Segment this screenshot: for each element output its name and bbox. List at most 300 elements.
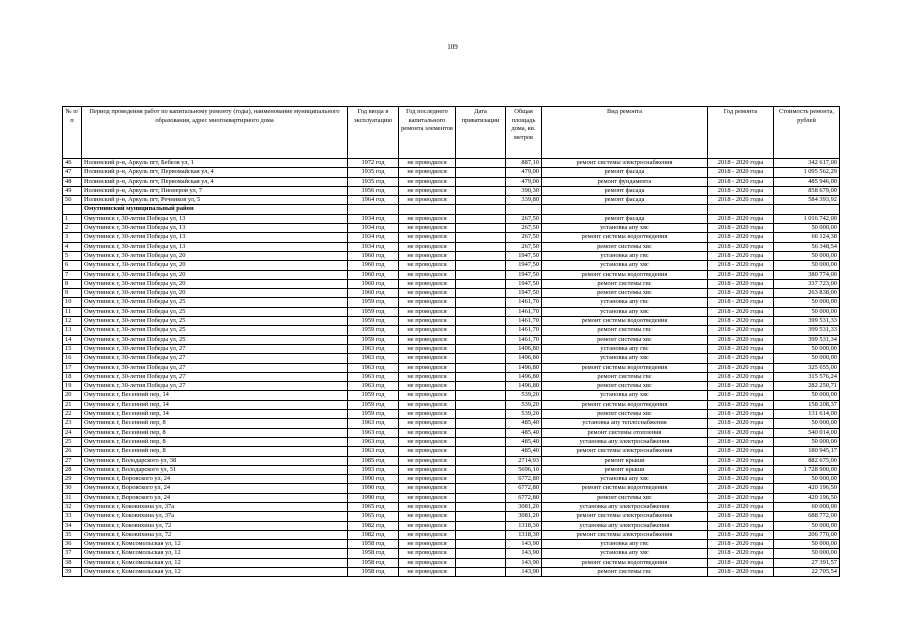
row-area: 1496,80 — [506, 363, 542, 372]
row-repair-year: 2018 - 2020 годы — [708, 279, 774, 288]
row-cost: 50 000,00 — [774, 354, 840, 363]
row-privatization-date — [456, 307, 506, 316]
row-repair-year: 2018 - 2020 годы — [708, 521, 774, 530]
row-cost: 50 000,00 — [774, 475, 840, 484]
row-repair-year: 2018 - 2020 годы — [708, 549, 774, 558]
row-repair-type: установка апу гвс — [542, 251, 708, 260]
row-privatization-date — [456, 177, 506, 186]
row-number: 31 — [63, 493, 82, 502]
row-repair-type: установка апу гвс — [542, 344, 708, 353]
row-repair-year: 2018 - 2020 годы — [708, 159, 774, 168]
row-repair-year: 2018 - 2020 годы — [708, 177, 774, 186]
row-cost: 50 000,00 — [774, 391, 840, 400]
row-number: 37 — [63, 549, 82, 558]
row-year-built: 1959 год — [348, 391, 399, 400]
row-repair-year: 2018 - 2020 годы — [708, 307, 774, 316]
row-address: Омутнинск г, 30-летия Победы ул, 13 — [82, 242, 348, 251]
row-number: 27 — [63, 456, 82, 465]
row-privatization-date — [456, 224, 506, 233]
table-row — [63, 317, 840, 326]
row-cost: 66 124,38 — [774, 233, 840, 242]
row-year-built: 1934 год — [348, 233, 399, 242]
row-privatization-date — [456, 242, 506, 251]
row-privatization-date — [456, 549, 506, 558]
row-privatization-date — [456, 502, 506, 511]
row-repair-type: установка апу хвс — [542, 391, 708, 400]
row-last-repair: не проводился — [399, 270, 456, 279]
row-area: 485,40 — [506, 428, 542, 437]
row-address: Омутнинск г, 30-летия Победы ул, 25 — [82, 326, 348, 335]
section-empty-cell — [774, 205, 840, 214]
row-year-built: 1963 год — [348, 447, 399, 456]
row-address: Омутнинск г, 30-летия Победы ул, 27 — [82, 344, 348, 353]
row-repair-year: 2018 - 2020 годы — [708, 289, 774, 298]
row-year-built: 1963 год — [348, 363, 399, 372]
row-cost: 315 576,24 — [774, 372, 840, 381]
row-repair-type: ремонт системы гвс — [542, 372, 708, 381]
row-repair-type: ремонт системы гвс — [542, 279, 708, 288]
row-last-repair: не проводился — [399, 159, 456, 168]
row-repair-year: 2018 - 2020 годы — [708, 354, 774, 363]
row-last-repair: не проводился — [399, 168, 456, 177]
row-last-repair: не проводился — [399, 307, 456, 316]
row-last-repair: не проводился — [399, 530, 456, 539]
row-repair-year: 2018 - 2020 годы — [708, 317, 774, 326]
row-privatization-date — [456, 400, 506, 409]
row-area: 1461,70 — [506, 335, 542, 344]
row-repair-year: 2018 - 2020 годы — [708, 196, 774, 205]
row-year-built: 1990 год — [348, 484, 399, 493]
row-area: 1496,80 — [506, 372, 542, 381]
row-last-repair: не проводился — [399, 400, 456, 409]
table-row — [63, 568, 840, 577]
row-year-built: 1963 год — [348, 354, 399, 363]
row-number: 22 — [63, 410, 82, 419]
row-area: 1947,50 — [506, 270, 542, 279]
table-row — [63, 382, 840, 391]
row-year-built: 1934 год — [348, 242, 399, 251]
row-address: Омутнинск г, Комсомольская ул, 12 — [82, 568, 348, 577]
row-privatization-date — [456, 475, 506, 484]
row-number: 47 — [63, 168, 82, 177]
row-number: 26 — [63, 447, 82, 456]
row-area: 267,50 — [506, 242, 542, 251]
row-cost: 50 000,00 — [774, 307, 840, 316]
row-number: 17 — [63, 363, 82, 372]
row-repair-year: 2018 - 2020 годы — [708, 400, 774, 409]
table-row — [63, 186, 840, 195]
row-repair-type: установка апу электроснабжения — [542, 437, 708, 446]
table-row — [63, 335, 840, 344]
row-cost: 325 655,00 — [774, 363, 840, 372]
row-area: 485,40 — [506, 437, 542, 446]
row-address: Омутнинск г, 30-летия Победы ул, 25 — [82, 298, 348, 307]
row-address: Омутнинск г, 30-летия Победы ул, 27 — [82, 354, 348, 363]
row-cost: 50 000,00 — [774, 224, 840, 233]
row-address: Омутнинск г, Весенний пер, 8 — [82, 419, 348, 428]
table-row — [63, 521, 840, 530]
row-last-repair: не проводился — [399, 447, 456, 456]
row-year-built: 1959 год — [348, 307, 399, 316]
row-repair-year: 2018 - 2020 годы — [708, 419, 774, 428]
row-area: 1461,70 — [506, 307, 542, 316]
row-cost: 60 000,00 — [774, 502, 840, 511]
row-last-repair: не проводился — [399, 549, 456, 558]
row-cost: 420 196,50 — [774, 493, 840, 502]
row-last-repair: не проводился — [399, 242, 456, 251]
row-address: Омутнинск г, Весенний пер, 8 — [82, 437, 348, 446]
row-repair-year: 2018 - 2020 годы — [708, 391, 774, 400]
row-address: Омутнинск г, 30-летия Победы ул, 27 — [82, 382, 348, 391]
row-cost: 337 723,00 — [774, 279, 840, 288]
table-row — [63, 354, 840, 363]
row-number: 32 — [63, 502, 82, 511]
row-area: 887,10 — [506, 159, 542, 168]
row-repair-year: 2018 - 2020 годы — [708, 456, 774, 465]
row-last-repair: не проводился — [399, 410, 456, 419]
row-year-built: 1963 год — [348, 428, 399, 437]
table-row — [63, 224, 840, 233]
row-repair-year: 2018 - 2020 годы — [708, 224, 774, 233]
row-repair-year: 2018 - 2020 годы — [708, 437, 774, 446]
row-last-repair: не проводился — [399, 251, 456, 260]
row-area: 5696,10 — [506, 465, 542, 474]
row-repair-type: ремонт системы хвс — [542, 382, 708, 391]
row-address: Омутнинск г, 30-летия Победы ул, 13 — [82, 224, 348, 233]
row-cost: 50 000,00 — [774, 298, 840, 307]
row-privatization-date — [456, 493, 506, 502]
row-year-built: 1960 год — [348, 289, 399, 298]
header-privatization-date: Дата приватизации — [456, 107, 506, 159]
row-number: 29 — [63, 475, 82, 484]
row-last-repair: не проводился — [399, 437, 456, 446]
row-year-built: 1959 год — [348, 400, 399, 409]
row-year-built: 1959 год — [348, 326, 399, 335]
header-cost: Стоимость ремонта, рублей — [774, 107, 840, 159]
table-row — [63, 363, 840, 372]
row-area: 6772,80 — [506, 493, 542, 502]
row-address: Омутнинск г, 30-летия Победы ул, 20 — [82, 279, 348, 288]
row-number: 39 — [63, 568, 82, 577]
row-year-built: 1959 год — [348, 335, 399, 344]
row-last-repair: не проводился — [399, 568, 456, 577]
row-privatization-date — [456, 279, 506, 288]
row-number: 48 — [63, 177, 82, 186]
row-area: 1947,50 — [506, 279, 542, 288]
row-repair-year: 2018 - 2020 годы — [708, 335, 774, 344]
row-repair-type: ремонт системы электроснабжения — [542, 512, 708, 521]
row-address: Омутнинск г, 30-летия Победы ул, 13 — [82, 233, 348, 242]
row-address: Омутнинск г, Весенний пер, 14 — [82, 410, 348, 419]
table-row — [63, 549, 840, 558]
row-area: 3081,20 — [506, 502, 542, 511]
row-number: 34 — [63, 521, 82, 530]
row-number: 12 — [63, 317, 82, 326]
row-repair-year: 2018 - 2020 годы — [708, 242, 774, 251]
row-area: 539,20 — [506, 410, 542, 419]
table-header-row — [63, 107, 840, 159]
row-address: Омутнинск г, Коковихина ул, 72 — [82, 530, 348, 539]
table-row — [63, 307, 840, 316]
row-privatization-date — [456, 214, 506, 223]
row-repair-year: 2018 - 2020 годы — [708, 475, 774, 484]
row-cost: 56 348,54 — [774, 242, 840, 251]
row-repair-type: ремонт крыши — [542, 465, 708, 474]
row-repair-type: ремонт системы водоотведения — [542, 233, 708, 242]
row-repair-year: 2018 - 2020 годы — [708, 410, 774, 419]
row-area: 1947,50 — [506, 251, 542, 260]
section-empty-cell — [456, 205, 506, 214]
row-number: 15 — [63, 344, 82, 353]
row-last-repair: не проводился — [399, 475, 456, 484]
row-repair-year: 2018 - 2020 годы — [708, 568, 774, 577]
row-year-built: 1982 год — [348, 521, 399, 530]
header-last-repair: Год последнего капитального ремонта элементов — [399, 107, 456, 159]
row-year-built: 1956 год — [348, 186, 399, 195]
row-year-built: 1958 год — [348, 558, 399, 567]
row-cost: 27 391,57 — [774, 558, 840, 567]
row-repair-type: установка апу гвс — [542, 298, 708, 307]
row-number: 18 — [63, 372, 82, 381]
row-cost: 584 393,92 — [774, 196, 840, 205]
row-cost: 342 617,00 — [774, 159, 840, 168]
row-repair-year: 2018 - 2020 годы — [708, 540, 774, 549]
row-number: 24 — [63, 428, 82, 437]
row-address: Омутнинск г, Комсомольская ул, 12 — [82, 540, 348, 549]
row-year-built: 1963 год — [348, 437, 399, 446]
row-repair-type: ремонт фасада — [542, 214, 708, 223]
row-cost: 420 196,50 — [774, 484, 840, 493]
row-address: Омутнинск г, Володарского ул, 51 — [82, 465, 348, 474]
row-last-repair: не проводился — [399, 186, 456, 195]
row-address: Омутнинск г, 30-летия Победы ул, 27 — [82, 372, 348, 381]
row-repair-type: ремонт системы гвс — [542, 326, 708, 335]
table-row — [63, 298, 840, 307]
row-cost: 858 679,00 — [774, 186, 840, 195]
row-privatization-date — [456, 261, 506, 270]
row-year-built: 1958 год — [348, 540, 399, 549]
row-privatization-date — [456, 196, 506, 205]
row-year-built: 1990 год — [348, 493, 399, 502]
row-cost: 180 945,17 — [774, 447, 840, 456]
row-repair-type: ремонт системы электроснабжения — [542, 530, 708, 539]
row-address: Омутнинск г, Воровского ул, 24 — [82, 493, 348, 502]
row-repair-year: 2018 - 2020 годы — [708, 484, 774, 493]
row-address: Омутнинск г, Воровского ул, 24 — [82, 484, 348, 493]
row-area: 143,90 — [506, 558, 542, 567]
table-row — [63, 484, 840, 493]
row-repair-year: 2018 - 2020 годы — [708, 530, 774, 539]
row-number: 35 — [63, 530, 82, 539]
row-privatization-date — [456, 456, 506, 465]
table-row — [63, 270, 840, 279]
row-area: 485,40 — [506, 419, 542, 428]
row-last-repair: не проводился — [399, 298, 456, 307]
row-address: Омутнинск г, 30-летия Победы ул, 20 — [82, 270, 348, 279]
table-row — [63, 419, 840, 428]
row-last-repair: не проводился — [399, 419, 456, 428]
row-number: 11 — [63, 307, 82, 316]
row-privatization-date — [456, 382, 506, 391]
row-year-built: 1985 год — [348, 456, 399, 465]
row-repair-type: ремонт фасада — [542, 186, 708, 195]
table-row — [63, 400, 840, 409]
row-cost: 158 208,37 — [774, 400, 840, 409]
table-row — [63, 326, 840, 335]
table-row — [63, 447, 840, 456]
row-year-built: 1990 год — [348, 475, 399, 484]
row-address: Омутнинск г, Володарского ул, 38 — [82, 456, 348, 465]
row-last-repair: не проводился — [399, 317, 456, 326]
row-area: 143,90 — [506, 568, 542, 577]
row-address: Нолинский р-н, Аркуль пгт, Первомайская ул, 4 — [82, 177, 348, 186]
row-last-repair: не проводился — [399, 484, 456, 493]
table-row — [63, 177, 840, 186]
row-area: 1461,70 — [506, 317, 542, 326]
row-address: Омутнинск г, Весенний пер, 14 — [82, 400, 348, 409]
row-privatization-date — [456, 298, 506, 307]
row-repair-type: ремонт системы хвс — [542, 335, 708, 344]
row-cost: 1 016 742,00 — [774, 214, 840, 223]
row-year-built: 1963 год — [348, 344, 399, 353]
row-cost: 263 838,00 — [774, 289, 840, 298]
section-title: Омутнинский муниципальный район — [82, 205, 348, 214]
row-repair-year: 2018 - 2020 годы — [708, 558, 774, 567]
row-repair-type: ремонт системы хвс — [542, 289, 708, 298]
row-address: Нолинский р-н, Аркуль пгт, Бебеля ул, 1 — [82, 159, 348, 168]
table-row — [63, 242, 840, 251]
row-area: 1461,70 — [506, 326, 542, 335]
row-number: 46 — [63, 159, 82, 168]
row-privatization-date — [456, 251, 506, 260]
table-row — [63, 493, 840, 502]
section-number-cell — [63, 205, 82, 214]
row-number: 6 — [63, 261, 82, 270]
row-repair-type: ремонт системы электроснабжения — [542, 159, 708, 168]
row-year-built: 1935 год — [348, 168, 399, 177]
row-address: Омутнинск г, 30-летия Победы ул, 25 — [82, 317, 348, 326]
row-privatization-date — [456, 391, 506, 400]
row-year-built: 1960 год — [348, 279, 399, 288]
row-year-built: 1934 год — [348, 214, 399, 223]
row-number: 1 — [63, 214, 82, 223]
row-area: 267,50 — [506, 214, 542, 223]
row-address: Омутнинск г, Весенний пер, 8 — [82, 428, 348, 437]
row-repair-type: установка апу хвс — [542, 354, 708, 363]
row-privatization-date — [456, 568, 506, 577]
row-year-built: 1965 год — [348, 512, 399, 521]
row-repair-year: 2018 - 2020 годы — [708, 233, 774, 242]
row-repair-year: 2018 - 2020 годы — [708, 251, 774, 260]
header-repair-year: Год ремонта — [708, 107, 774, 159]
section-empty-cell — [542, 205, 708, 214]
row-repair-type: установка апу хвс — [542, 261, 708, 270]
row-area: 267,50 — [506, 233, 542, 242]
row-repair-type: ремонт системы водоотведения — [542, 363, 708, 372]
table-row — [63, 289, 840, 298]
table-row — [63, 261, 840, 270]
row-number: 16 — [63, 354, 82, 363]
row-number: 10 — [63, 298, 82, 307]
row-repair-year: 2018 - 2020 годы — [708, 168, 774, 177]
row-repair-year: 2018 - 2020 годы — [708, 270, 774, 279]
header-area: Общая площадь дома, кв. метров — [506, 107, 542, 159]
row-cost: 206 770,00 — [774, 530, 840, 539]
row-address: Омутнинск г, 30-летия Победы ул, 25 — [82, 335, 348, 344]
row-cost: 688 772,00 — [774, 512, 840, 521]
row-number: 4 — [63, 242, 82, 251]
row-address: Нолинский р-н, Аркуль пгт, Речников ул, 5 — [82, 196, 348, 205]
row-repair-year: 2018 - 2020 годы — [708, 214, 774, 223]
row-address: Омутнинск г, Коковихина ул, 72 — [82, 521, 348, 530]
row-privatization-date — [456, 530, 506, 539]
row-privatization-date — [456, 233, 506, 242]
row-number: 2 — [63, 224, 82, 233]
row-number: 3 — [63, 233, 82, 242]
row-repair-type: ремонт системы водоотведения — [542, 484, 708, 493]
row-area: 1496,80 — [506, 344, 542, 353]
row-year-built: 1982 год — [348, 530, 399, 539]
row-area: 6772,80 — [506, 475, 542, 484]
row-repair-year: 2018 - 2020 годы — [708, 372, 774, 381]
row-area: 267,50 — [506, 224, 542, 233]
row-last-repair: не проводился — [399, 214, 456, 223]
row-number: 38 — [63, 558, 82, 567]
row-area: 339,80 — [506, 196, 542, 205]
row-cost: 50 000,00 — [774, 549, 840, 558]
row-repair-year: 2018 - 2020 годы — [708, 298, 774, 307]
row-privatization-date — [456, 484, 506, 493]
row-number: 30 — [63, 484, 82, 493]
row-address: Омутнинск г, 30-летия Победы ул, 20 — [82, 251, 348, 260]
row-cost: 50 000,00 — [774, 261, 840, 270]
row-repair-type: ремонт системы хвс — [542, 410, 708, 419]
section-empty-cell — [348, 205, 399, 214]
row-area: 143,90 — [506, 549, 542, 558]
row-last-repair: не проводился — [399, 558, 456, 567]
row-repair-year: 2018 - 2020 годы — [708, 447, 774, 456]
row-area: 485,40 — [506, 447, 542, 456]
row-repair-type: установка апу электроснабжения — [542, 521, 708, 530]
row-number: 14 — [63, 335, 82, 344]
row-number: 13 — [63, 326, 82, 335]
table-row — [63, 214, 840, 223]
row-cost: 399 531,33 — [774, 326, 840, 335]
row-cost: 399 531,33 — [774, 317, 840, 326]
row-repair-type: установка апу электроснабжения — [542, 502, 708, 511]
row-cost: 540 014,00 — [774, 428, 840, 437]
row-privatization-date — [456, 372, 506, 381]
row-number: 8 — [63, 279, 82, 288]
row-cost: 399 531,34 — [774, 335, 840, 344]
row-last-repair: не проводился — [399, 177, 456, 186]
row-repair-year: 2018 - 2020 годы — [708, 493, 774, 502]
row-repair-year: 2018 - 2020 годы — [708, 465, 774, 474]
row-cost: 1 728 900,00 — [774, 465, 840, 474]
row-last-repair: не проводился — [399, 289, 456, 298]
row-area: 539,20 — [506, 391, 542, 400]
row-year-built: 1965 год — [348, 502, 399, 511]
row-number: 49 — [63, 186, 82, 195]
row-address: Омутнинск г, Весенний пер, 14 — [82, 391, 348, 400]
row-privatization-date — [456, 521, 506, 530]
row-repair-type: ремонт системы электроснабжения — [542, 447, 708, 456]
row-number: 28 — [63, 465, 82, 474]
row-repair-year: 2018 - 2020 годы — [708, 326, 774, 335]
row-last-repair: не проводился — [399, 428, 456, 437]
row-repair-type: ремонт системы водоотведения — [542, 317, 708, 326]
row-number: 23 — [63, 419, 82, 428]
